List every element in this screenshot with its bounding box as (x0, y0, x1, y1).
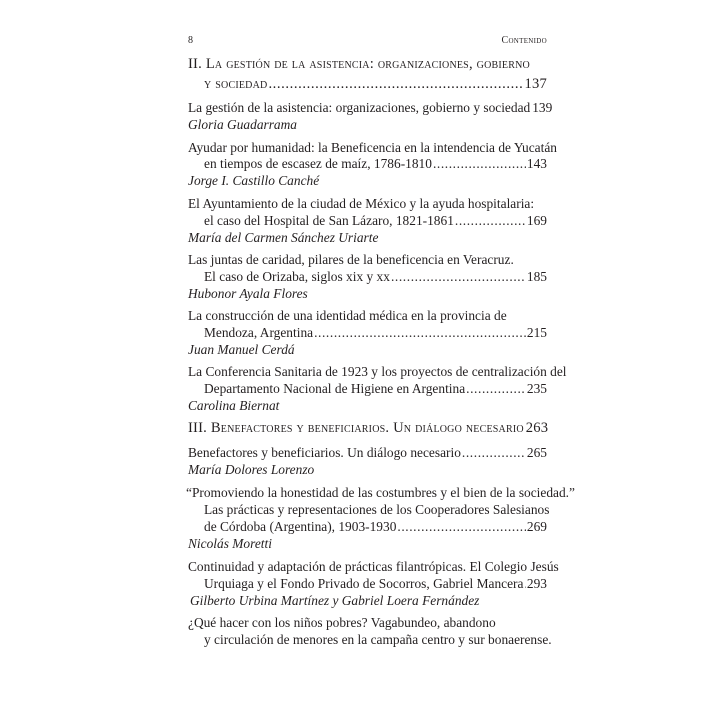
part-3-heading-title: III. Benefactores y beneficiarios. Un diálogo necesario (188, 420, 524, 436)
entry-title-line: La construcción de una identidad médica en la provincia de (188, 308, 507, 323)
leader-dots (314, 324, 526, 341)
part-2-heading-tail: y sociedad (204, 76, 268, 92)
entry-page: 185 (526, 269, 547, 284)
leader-dots (462, 444, 526, 461)
entry-author: Nicolás Moretti (188, 536, 272, 551)
entry-title-line: “Promoviendo la honestidad de las costumbres y el bien de la sociedad.” (186, 485, 575, 500)
entry-title-line: Continuidad y adaptación de prácticas filantrópicas. El Colegio Jesús (188, 559, 559, 574)
toc-entry-title (204, 268, 547, 285)
toc-entry-title (188, 444, 547, 461)
toc-entry-title (204, 212, 547, 229)
part-2-page: 137 (524, 76, 547, 92)
entry-title-line: el caso del Hospital de San Lázaro, 1821-1861 (204, 213, 454, 228)
leader-dots (524, 575, 525, 592)
leader-dots (391, 268, 526, 285)
entry-author: Gilberto Urbina Martínez y Gabriel Loera Fernández (190, 593, 480, 608)
leader-dots (466, 380, 526, 397)
entry-title-line: La gestión de la asistencia: organizaciones, gobierno y sociedad (188, 100, 531, 115)
toc-entry-title (188, 99, 553, 116)
part-3-page: 263 (525, 420, 549, 436)
entry-title-line: en tiempos de escasez de maíz, 1786-1810 (204, 156, 432, 171)
toc-entry-title (204, 518, 547, 535)
entry-title-line: Las juntas de caridad, pilares de la beneficencia en Veracruz. (188, 252, 514, 267)
entry-page: 215 (526, 325, 547, 340)
part-3-heading (188, 420, 547, 437)
entry-title-line: de Córdoba (Argentina), 1903-1930 (204, 519, 397, 534)
entry-title-line: La Conferencia Sanitaria de 1923 y los proyectos de centralización del (188, 364, 567, 379)
entry-title-line: Ayudar por humanidad: la Beneficencia en la intendencia de Yucatán (188, 140, 557, 155)
toc-entry-title (204, 575, 547, 592)
leader-dots (268, 76, 523, 93)
entry-page: 139 (532, 100, 553, 115)
entry-title-line: y circulación de menores en la campaña centro y sur bonaerense. (204, 632, 552, 647)
toc-entry-title (204, 324, 547, 341)
entry-title-line: Las prácticas y representaciones de los Cooperadores Salesianos (204, 502, 550, 517)
entry-page: 235 (526, 381, 547, 396)
entry-page: 293 (526, 576, 547, 591)
entry-author: Jorge I. Castillo Canché (188, 173, 320, 188)
entry-page: 143 (526, 156, 547, 171)
entry-title-line: Departamento Nacional de Higiene en Argentina (204, 381, 466, 396)
part-2-heading-line2 (204, 76, 547, 93)
entry-title-line: Mendoza, Argentina (204, 325, 314, 340)
entry-title-line: ¿Qué hacer con los niños pobres? Vagabundeo, abandono (188, 615, 496, 630)
part-2-heading-line1: II. La gestión de la asistencia: organizaciones, gobierno (188, 56, 530, 72)
entry-author: María Dolores Lorenzo (188, 462, 315, 477)
entry-title-line: Urquiaga y el Fondo Privado de Socorros, Gabriel Mancera (204, 576, 524, 591)
entry-title-line: Benefactores y beneficiarios. Un diálogo necesario (188, 445, 461, 460)
entry-title-line: El Ayuntamiento de la ciudad de México y la ayuda hospitalaria: (188, 196, 535, 211)
entry-author: María del Carmen Sánchez Uriarte (188, 230, 379, 245)
entry-page: 269 (526, 519, 547, 534)
page-number: 8 (188, 35, 193, 46)
leader-dots (433, 155, 526, 172)
entry-title-line: El caso de Orizaba, siglos xix y xx (204, 269, 390, 284)
entry-page: 265 (526, 445, 547, 460)
entry-author: Hubonor Ayala Flores (188, 286, 308, 301)
entry-author: Juan Manuel Cerdá (188, 342, 295, 357)
entry-page: 169 (526, 213, 547, 228)
entry-author: Carolina Biernat (188, 398, 280, 413)
leader-dots (397, 518, 526, 535)
toc-entry-title (204, 380, 547, 397)
entry-author: Gloria Guadarrama (188, 117, 297, 132)
running-header-title: Contenido (501, 35, 547, 46)
toc-entry-title (204, 155, 547, 172)
leader-dots (455, 212, 526, 229)
